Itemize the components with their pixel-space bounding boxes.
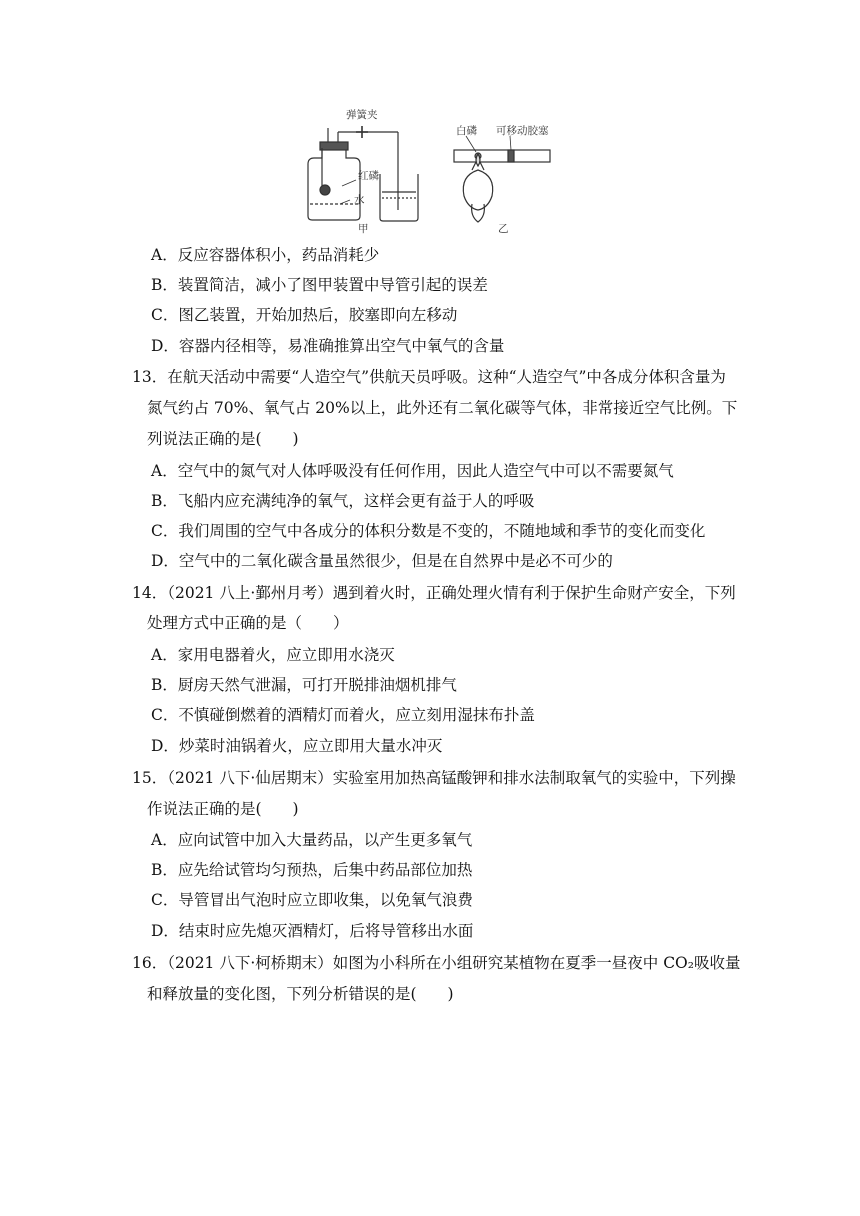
- label-water: 水: [354, 194, 365, 206]
- q15-option-a: A．应向试管中加入大量药品，以产生更多氧气: [151, 831, 473, 849]
- label-apparatus-b: 乙: [498, 223, 509, 234]
- q14-stem-line-2: 处理方式中正确的是（ ）: [147, 614, 349, 632]
- q13-option-b: B．飞船内应充满纯净的氧气，这样会更有益于人的呼吸: [151, 492, 535, 510]
- label-white-phosphorus: 白磷: [456, 125, 477, 137]
- q14-option-a: A．家用电器着火，应立即用水浇灭: [151, 646, 395, 664]
- apparatus-b-drawing: [454, 136, 550, 222]
- q16-stem-line-2: 和释放量的变化图，下列分析错误的是( ): [147, 985, 454, 1003]
- q14-option-d: D．炒菜时油锅着火，应立即用大量水冲灭: [151, 737, 443, 755]
- label-apparatus-a: 甲: [358, 223, 369, 234]
- q15-stem-line-2: 作说法正确的是( ): [147, 800, 299, 818]
- apparatus-figure: [300, 104, 560, 234]
- q14-stem-line-1: 14．（2021 八上·鄞州月考）遇到着火时，正确处理火情有利于保护生命财产安全，下列: [132, 584, 736, 602]
- q15-option-d: D．结束时应先熄灭酒精灯，后将导管移出水面: [151, 922, 474, 940]
- q16-stem-line-1: 16．（2021 八下·柯桥期末）如图为小科所在小组研究某植物在夏季一昼夜中 CO₂吸收量: [132, 954, 741, 972]
- label-spring-clip: 弹簧夹: [346, 109, 378, 121]
- q13-stem-line-1: 13．在航天活动中需要“人造空气”供航天员呼吸。这种“人造空气”中各成分体积含量为: [132, 368, 726, 386]
- q15-stem-line-1: 15．（2021 八下·仙居期末）实验室用加热高锰酸钾和排水法制取氧气的实验中，下列操: [132, 769, 736, 787]
- q12-option-c: C．图乙装置，开始加热后，胶塞即向左移动: [151, 306, 458, 324]
- q13-option-d: D．空气中的二氧化碳含量虽然很少，但是在自然界中是必不可少的: [151, 552, 613, 570]
- q13-option-c: C．我们周围的空气中各成分的体积分数是不变的，不随地域和季节的变化而变化: [151, 522, 706, 540]
- q12-option-a: A．反应容器体积小，药品消耗少: [151, 246, 380, 264]
- label-red-phosphorus: 红磷: [358, 170, 379, 182]
- q15-option-c: C．导管冒出气泡时应立即收集，以免氧气浪费: [151, 891, 473, 909]
- q13-stem-line-2: 氮气约占 70%、氧气占 20%以上，此外还有二氧化碳等气体，非常接近空气比例。下: [147, 399, 738, 417]
- q13-option-a: A．空气中的氮气对人体呼吸没有任何作用，因此人造空气中可以不需要氮气: [151, 462, 674, 480]
- q14-option-c: C．不慎碰倒燃着的酒精灯而着火，应立刻用湿抹布扑盖: [151, 706, 535, 724]
- q12-option-b: B．装置简洁，减小了图甲装置中导管引起的误差: [151, 276, 488, 294]
- q14-option-b: B．厨房天然气泄漏，可打开脱排油烟机排气: [151, 676, 457, 694]
- q15-option-b: B．应先给试管均匀预热，后集中药品部位加热: [151, 861, 473, 879]
- q13-stem-line-3: 列说法正确的是( ): [147, 430, 299, 448]
- q12-option-d: D．容器内径相等，易准确推算出空气中氧气的含量: [151, 337, 505, 355]
- label-movable-stopper: 可移动胶塞: [496, 125, 549, 137]
